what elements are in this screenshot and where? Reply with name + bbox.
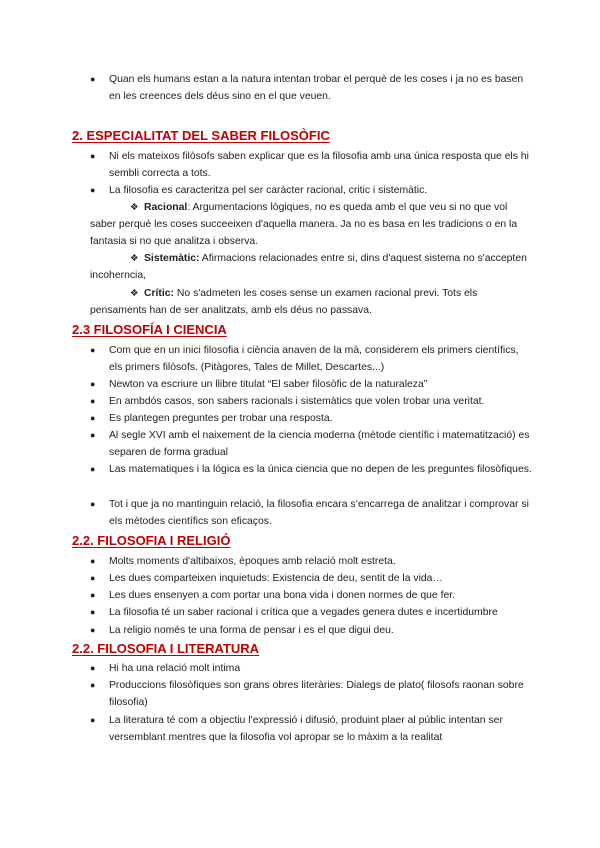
bullet-icon: ● (90, 345, 96, 355)
diamond-bullet-icon: ❖ (130, 253, 139, 264)
bullet-icon: ● (90, 607, 96, 617)
sub-list-item: ❖ Sistemàtic: Afirmacions relacionades entre si, dins d'aquest sistema no s'accepten incoherncia, (90, 250, 535, 284)
bullet-icon: ● (90, 715, 96, 725)
bullet-icon: ● (90, 680, 96, 690)
list-item: ● Es plantegen preguntes per trobar una resposta. (109, 410, 534, 427)
list-item: ● Tot i que ja no mantinguin relació, la filosofia encara s’encarrega de analitzar i comprovar si els mètodes científics son eficaços. (109, 496, 534, 530)
list-item: ● Produccions filosòfiques son grans obres literàries: Dialegs de plato( filosofs raonan sobre filosofia) (109, 677, 534, 711)
list-item: ● Ni els mateixos filòsofs saben explicar que es la filosofia amb una única resposta que els hi sembli correcta a tots. (109, 148, 534, 182)
list-item: ● Al segle XVI amb el naixement de la ciencia moderna (mètode científic i matematització) es separen de forma gradual (109, 427, 534, 461)
list-item: ● Las matematiques i la lógica es la única ciencia que no depen de les preguntes filosòfiques. (109, 461, 534, 478)
bullet-icon: ● (90, 573, 96, 583)
term-label: Racional (144, 202, 188, 213)
list-item: ● La literatura té com a objectiu l’expressió i difusió, produint plaer al públic intentan ser versemblant mentres que la filosofia vol apropar se lo màxim a la realitat (109, 712, 534, 746)
bullet-icon: ● (90, 590, 96, 600)
bullet-icon: ● (90, 396, 96, 406)
sub-list-item: ❖ Crític: No s'admeten les coses sense un examen racional previ. Tots els pensaments han de ser analitzats, amb els déus no passava. (90, 285, 535, 319)
bullet-icon: ● (90, 499, 96, 509)
bullet-icon: ● (90, 663, 96, 673)
bullet-icon: ● (90, 379, 96, 389)
list-item: ● La filosofia es caracteritza pel ser caràcter racional, critic i sistemàtic. (109, 182, 534, 199)
sub-list-item: ❖ Racional: Argumentacions lògiques, no es queda amb el que veu si no que vol saber perquè les coses succeeixen d'aquella manera. Ja no es basa en les tradicions o en la fantasia si no que analitza i observa. (90, 199, 535, 250)
bullet-icon: ● (90, 464, 96, 474)
list-item: ● Les dues comparteixen inquietuds: Existencia de deu, sentit de la vida… (109, 570, 534, 587)
list-item: ● La filosofia té un saber racional i crítica que a vegades genera dutes e incertidumbre (109, 604, 534, 621)
section-heading: 2.3 FILOSOFÍA I CIENCIA (72, 322, 227, 337)
list-item: ● Newton va escriure un llibre titulat “El saber filosòfic de la naturaleza” (109, 376, 534, 393)
bullet-icon: ● (90, 413, 96, 423)
list-item: ● En ambdós casos, son sabers racionals i sistemàtics que volen trobar una veritat. (109, 393, 534, 410)
bullet-icon: ● (90, 625, 96, 635)
bullet-icon: ● (90, 556, 96, 566)
bullet-icon: ● (90, 185, 96, 195)
diamond-bullet-icon: ❖ (130, 202, 139, 213)
list-item: ● Hi ha una relació molt intima (109, 660, 534, 677)
section-heading: 2.2. FILOSOFIA I LITERATURA (72, 641, 260, 656)
bullet-icon: ● (90, 151, 96, 161)
section-heading: 2.2. FILOSOFIA I RELIGIÓ (72, 533, 231, 548)
bullet-icon: ● (90, 430, 96, 440)
list-item: ● Les dues ensenyen a com portar una bona vida i donen normes de que fer. (109, 587, 534, 604)
term-label: Sistemàtic: (144, 253, 200, 264)
section-heading: 2. ESPECIALITAT DEL SABER FILOSÒFIC (72, 128, 330, 143)
list-item: ● Com que en un inici filosofia i ciència anaven de la mà, considerem els primers científics, els primers filòsofs. (Pitàgores, Tales de Millet, Descartes...) (109, 342, 534, 376)
list-item: ● La religio només te una forma de pensar i es el que digui deu. (109, 622, 534, 639)
list-item: ● Molts moments d'altibaixos, èpoques amb relació molt estreta. (109, 553, 534, 570)
list-item: ● Quan els humans estan a la natura intentan trobar el perquè de les coses i ja no es basen en les creences dels déus sino en el que veuen. (109, 71, 534, 105)
diamond-bullet-icon: ❖ (130, 288, 139, 299)
bullet-icon: ● (90, 74, 96, 84)
term-label: Crític: (144, 288, 175, 299)
